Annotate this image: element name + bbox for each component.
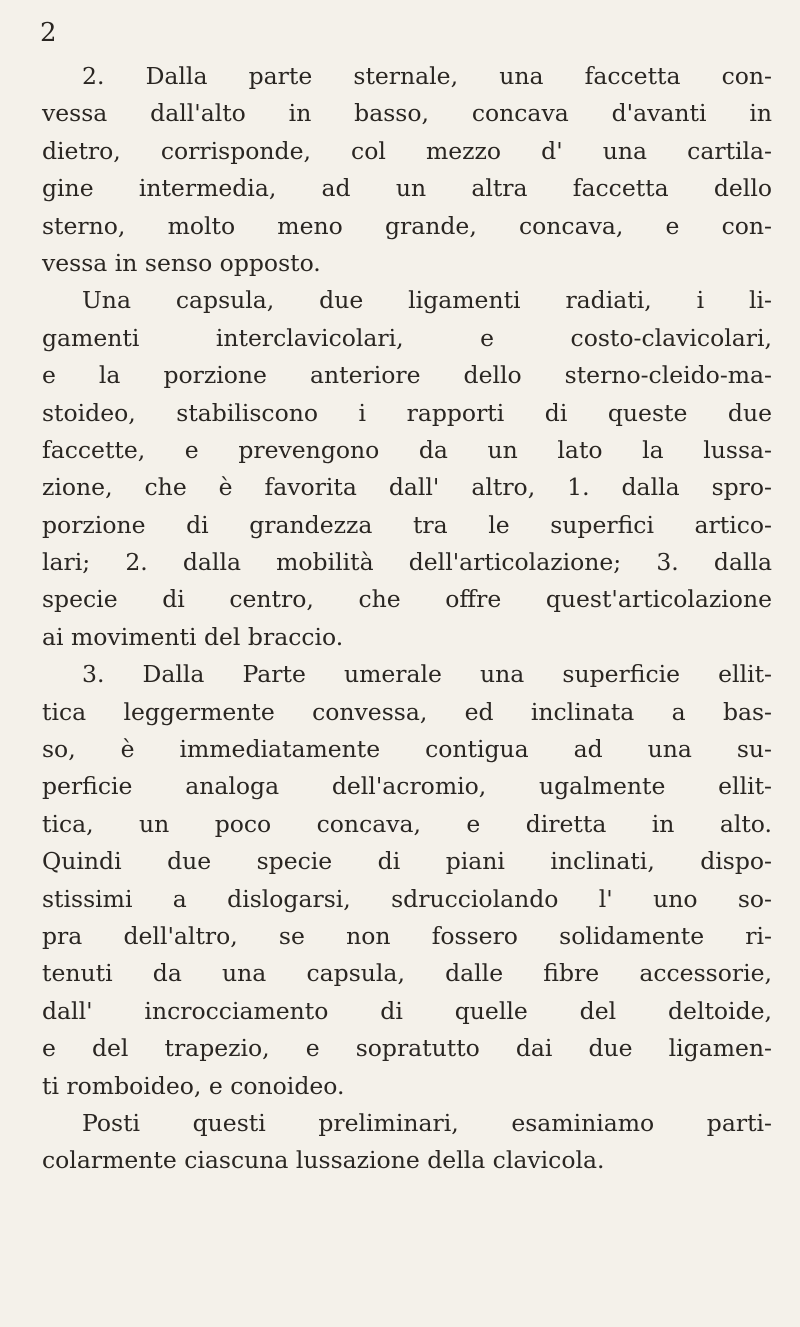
text-line: Posti questi preliminari, esaminiamo parti- [82,1108,772,1137]
body-text [42,58,772,1180]
text-line: ti romboideo, e conoideo. [42,1071,345,1100]
text-line: specie di centro, che offre quest'articolazione [42,585,772,614]
text-line: lari; 2. dalla mobilità dell'articolazione; 3. dalla [42,548,772,577]
text-line: vessa dall'alto in basso, concava d'avanti in [42,99,772,128]
text-line: vessa in senso opposto. [42,248,321,277]
text-line: zione, che è favorita dall' altro, 1. dalla spro- [42,473,772,502]
text-line: Quindi due specie di piani inclinati, dispo- [42,847,772,876]
text-line: tica, un poco concava, e diretta in alto. [42,809,772,838]
text-line: pra dell'altro, se non fossero solidamente ri- [42,921,772,950]
text-line: so, è immediatamente contigua ad una su- [42,735,772,764]
text-line: e del trapezio, e sopratutto dai due ligamen- [42,1034,772,1063]
text-line: dietro, corrisponde, col mezzo d' una cartila- [42,136,772,165]
text-line: sterno, molto meno grande, concava, e con- [42,211,772,240]
text-line: 2. Dalla parte sternale, una faccetta con- [82,62,772,90]
text-line: tenuti da una capsula, dalle fibre accessorie, [42,959,772,988]
text-line: Una capsula, due ligamenti radiati, i li- [82,286,772,315]
text-line: dall' incrocciamento di quelle del deltoide, [42,996,772,1025]
text-line: porzione di grandezza tra le superfici artico- [42,510,772,539]
text-line: 3. Dalla Parte umerale una superficie ellit- [82,660,772,689]
text-line: tica leggermente convessa, ed inclinata a bas- [42,697,772,726]
text-line: e la porzione anteriore dello sterno-cleido-ma- [42,361,772,390]
text-line: perficie analoga dell'acromio, ugalmente ellit- [42,772,772,801]
page-number: 2 [40,18,57,48]
text-line: ai movimenti del braccio. [42,622,344,651]
text-line: colarmente ciascuna lussazione della clavicola. [42,1146,605,1175]
text-line: gamenti interclavicolari, e costo-clavicolari, [42,323,772,352]
text-line: faccette, e prevengono da un lato la lussa- [42,435,772,464]
text-line: stoideo, stabiliscono i rapporti di queste due [42,398,772,427]
text-line: stissimi a dislogarsi, sdrucciolando l' uno so- [42,884,772,913]
text-line: gine intermedia, ad un altra faccetta dello [42,174,772,203]
